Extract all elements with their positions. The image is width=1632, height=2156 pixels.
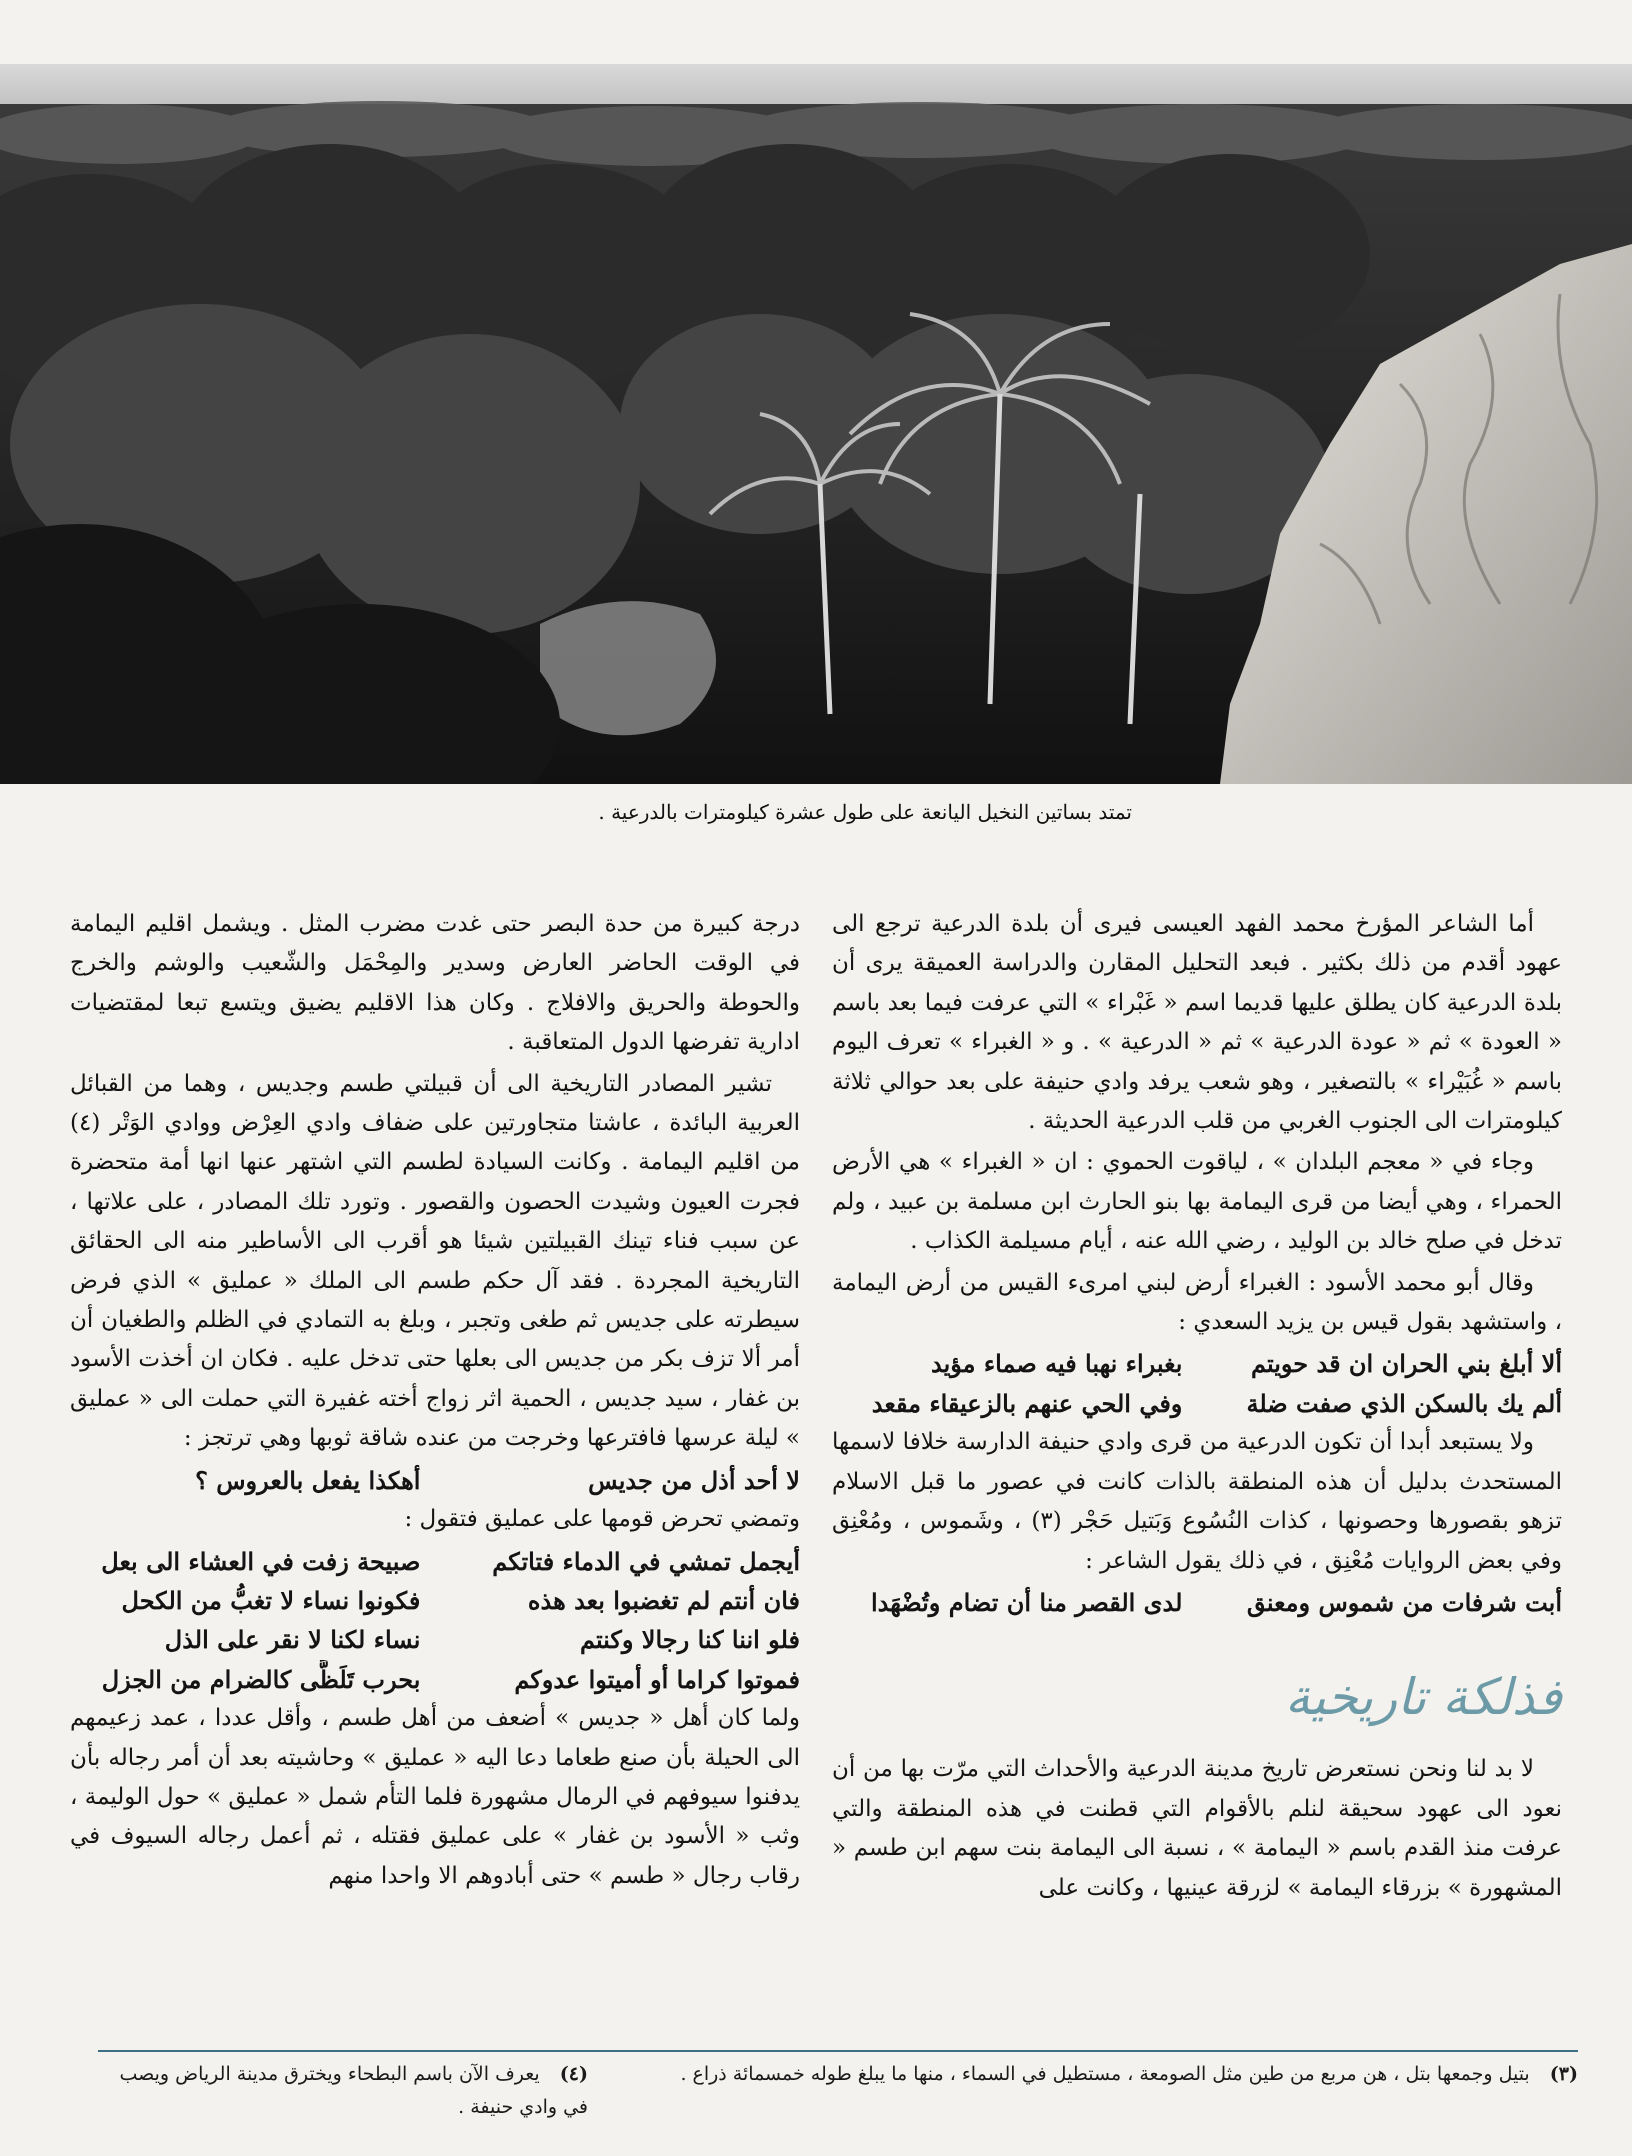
paragraph: وقال أبو محمد الأسود : الغبراء أرض لبني امرىء القيس من أرض اليمامة ، واستشهد بقول قيس بن يزيد السعدي : <box>832 1269 1562 1336</box>
hemistich: فان أنتم لم تغضبوا بعد هذه <box>527 1585 800 1615</box>
hemistich: لا أحد أذل من جديس <box>588 1465 800 1495</box>
hemistich: أبت شرفات من شموس ومعنق <box>1246 1587 1562 1617</box>
hemistich: نساء لكنا لا نقر على الذل <box>164 1625 421 1655</box>
palm-grove-image <box>0 64 1632 784</box>
hemistich: صبيحة زفت في العشاء الى بعل <box>101 1546 421 1576</box>
hemistich: لدى القصر منا أن تضام وتُضْهَدا <box>870 1587 1183 1617</box>
footnote-3 <box>618 2058 1578 2091</box>
poem-verse <box>70 1542 800 1581</box>
hemistich: وفي الحي عنهم بالزعيقاء مقعد <box>871 1388 1183 1418</box>
hemistich: بغبراء نهبا فيه صماء مؤيد <box>931 1349 1183 1379</box>
hemistich: فلو اننا كنا رجالا وكنتم <box>579 1625 800 1655</box>
paragraph: ولا يستبعد أبدا أن تكون الدرعية من قرى وادي حنيفة الدارسة خلافا لاسمها المستحدث بدليل أن هذه المنطقة بالذات كانت في عصور ما قبل الاسلام تزهو بقصورها وحصونها ، كذات النُسُوع وَبَتيل حَجْر (٣) ، وشَموس ، ومُعْنِق وفي بعض الروايات مُعْنِق ، في ذلك يقول الشاعر : <box>832 1429 1562 1574</box>
section-heading: فذلكة تاريخية <box>1284 1668 1562 1727</box>
poem-verse <box>70 1461 800 1500</box>
poem-verse <box>70 1620 800 1659</box>
hemistich: أيجمل تمشي في الدماء فتاتكم <box>492 1546 800 1576</box>
footnote-text: بتيل وجمعها بتل ، هن مربع من طين مثل الصومعة ، مستطيل في السماء ، منها ما يبلغ طوله خمسمائة ذراع . <box>680 2063 1530 2085</box>
paragraph: درجة كبيرة من حدة البصر حتى غدت مضرب المثل . ويشمل اقليم اليمامة في الوقت الحاضر العارض وسدير والمِحْمَل والشّعيب والوشم والخرج والحوطة والحريق والافلاج . وكان هذا الاقليم يضيق ويتسع تبعا لمقتضيات ادارية تفرضها الدول المتعاقبة . <box>70 911 800 1056</box>
poem-verse <box>832 1384 1562 1423</box>
paragraph: وجاء في « معجم البلدان » ، لياقوت الحموي : ان « الغبراء » هي الأرض الحمراء ، وهي أيضا من قرى اليمامة بها بنو الحارث ابن مسلمة بن عبيد ، ولم تدخل في صلح خالد بن الوليد ، رضي الله عنه ، أيام مسيلمة الكذاب . <box>832 1149 1562 1255</box>
paragraph: لا بد لنا ونحن نستعرض تاريخ مدينة الدرعية والأحداث التي مرّت بها من أن نعود الى عهود سحيقة لنلم بالأقوام التي قطنت في هذه المنطقة والتي عرفت منذ القدم باسم « اليمامة » ، نسبة الى اليمامة بنت سهم ابن طسم « المشهورة » بزرقاء اليمامة » لزرقة عينيها ، وكانت على <box>832 1756 1562 1901</box>
poem-verse <box>70 1660 800 1699</box>
poem-verse <box>832 1583 1562 1622</box>
footnote-text: يعرف الآن باسم البطحاء ويخترق مدينة الرياض ويصب في وادي حنيفة . <box>119 2063 588 2118</box>
photo-caption: تمتد بساتين النخيل اليانعة على طول عشرة كيلومترات بالدرعية . <box>598 800 1132 824</box>
poem-verse <box>832 1344 1562 1383</box>
hemistich: ألم يك بالسكن الذي صفت ضلة <box>1246 1388 1562 1418</box>
footnote-number: (٤) <box>559 2063 588 2085</box>
right-text-column <box>832 905 1562 1910</box>
left-text-column <box>70 905 800 1898</box>
footnote-number: (٣) <box>1549 2063 1578 2085</box>
hemistich: ألا أبلغ بني الحران ان قد حويتم <box>1251 1349 1562 1379</box>
paragraph: وتمضي تحرض قومها على عمليق فتقول : <box>404 1506 800 1533</box>
paragraph: ولما كان أهل « جديس » أضعف من أهل طسم ، وأقل عددا ، عمد زعيمهم الى الحيلة بأن صنع طعاما دعا اليه « عمليق » وحاشيته بعد أن أمر رجاله بأن يدفنوا سيوفهم في الرمال مشهورة فلما التأم شمل « عمليق » حول الوليمة ، وثب « الأسود بن غفار » على عمليق فقتله ، ثم أعمل رجاله السيوف في رقاب رجال « طسم » حتى أبادوهم الا واحدا منهم <box>70 1705 800 1889</box>
hemistich: فكونوا نساء لا تغبُّ من الكحل <box>121 1585 421 1615</box>
footnote-4 <box>98 2058 588 2124</box>
hemistich: أهكذا يفعل بالعروس ؟ <box>195 1465 421 1495</box>
poem-verse <box>70 1581 800 1620</box>
paragraph: تشير المصادر التاريخية الى أن قبيلتي طسم وجديس ، وهما من القبائل العربية البائدة ، عاشتا متجاورتين على ضفاف وادي العِرْض ووادي الوَتْر (٤) من اقليم اليمامة . وكانت السيادة لطسم التي اشتهر عنها انها أمة متحضرة فجرت العيون وشيدت الحصون والقصور . وتورد تلك المصادر ، على علاتها ، عن سبب فناء تينك القبيلتين شيئا هو أقرب الى الأساطير منه الى الحقائق التاريخية المجردة . فقد آل حكم طسم الى الملك « عمليق » الذي فرض سيطرته على جديس ثم طغى وتجبر ، وبلغ به التمادي في الظلم والطغيان أن أمر ألا تزف بكر من جديس الى بعلها حتى تدخل عليه . فكان ان أخذت الأسود بن غفار ، سيد جديس ، الحمية اثر زواج أخته غفيرة التي حملت الى « عمليق » ليلة عرسها فافترعها وخرجت من عنده شاقة ثوبها وهي ترتجز : <box>70 1070 800 1452</box>
footnote-divider <box>98 2050 1578 2052</box>
paragraph: أما الشاعر المؤرخ محمد الفهد العيسى فيرى أن بلدة الدرعية ترجع الى عهود أقدم من ذلك بكثير . فبعد التحليل المقارن والدراسة العميقة يرى أن بلدة الدرعية كان يطلق عليها قديما اسم « غَبْراء » التي عرفت فيما بعد باسم « العودة » ثم « عودة الدرعية » ثم « الدرعية » . و « الغبراء » تعرف اليوم باسم « غُبَيْراء » بالتصغير ، وهو شعب يرفد وادي حنيفة على بعد حوالي ثلاثة كيلومترات الى الجنوب الغربي من قلب الدرعية الحديثة . <box>832 911 1562 1135</box>
palm-grove-photo <box>0 64 1632 784</box>
hemistich: بحرب تَلَظَّى كالضرام من الجزل <box>101 1664 421 1694</box>
hemistich: فموتوا كراما أو أميتوا عدوكم <box>514 1664 800 1694</box>
